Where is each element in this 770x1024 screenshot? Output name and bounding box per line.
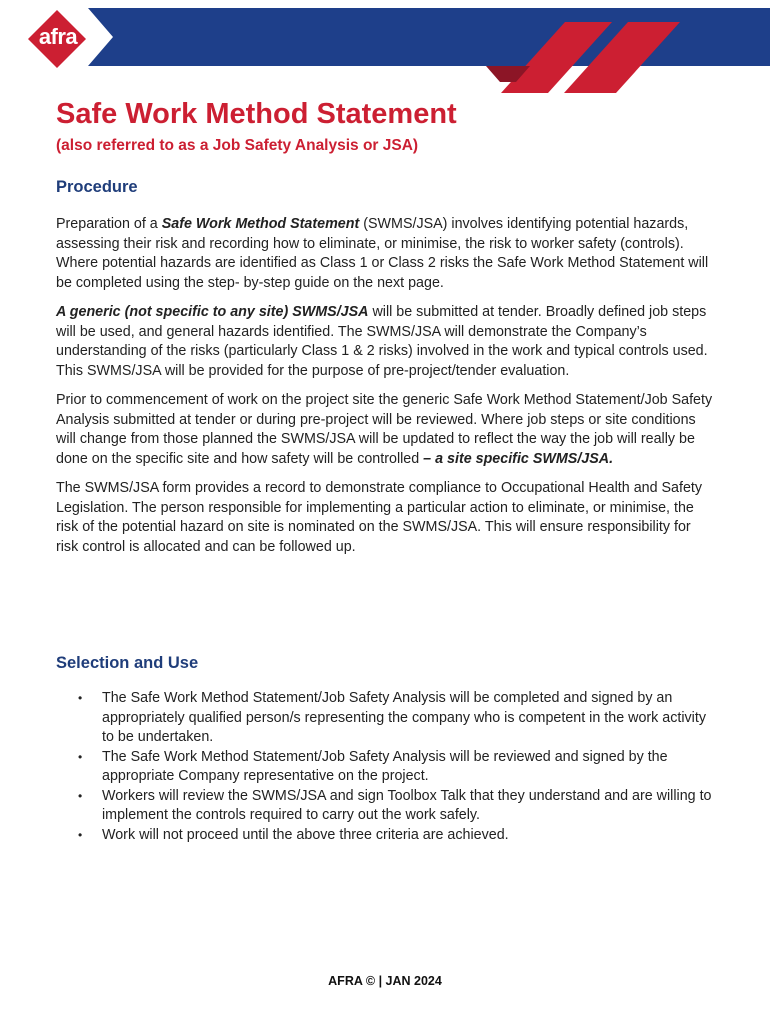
procedure-heading: Procedure — [56, 178, 138, 196]
page-header-banner — [0, 0, 770, 100]
list-item-text: Work will not proceed until the above three criteria are achieved. — [102, 826, 509, 843]
list-item — [56, 826, 716, 846]
selection-list — [56, 689, 716, 845]
list-item-text: The Safe Work Method Statement/Job Safety Analysis will be reviewed and signed by the appropriate Company representative on the project. — [102, 748, 668, 784]
document-body — [56, 96, 716, 557]
bullet-icon: • — [78, 749, 83, 764]
page-subtitle: (also referred to as a Job Safety Analysis or JSA) — [56, 137, 419, 154]
list-item — [56, 689, 716, 748]
selection-heading: Selection and Use — [56, 654, 199, 672]
p1-emphasis: Safe Work Method Statement — [161, 216, 360, 232]
bullet-icon: • — [78, 827, 83, 842]
p1-pre: Preparation of a — [56, 216, 162, 232]
procedure-paragraph-2 — [56, 303, 716, 381]
list-item — [56, 787, 716, 826]
header-navy-band — [88, 8, 770, 66]
list-item-text: Workers will review the SWMS/JSA and sign Toolbox Talk that they understand and are willing to implement the controls required to carry out the work safely. — [102, 787, 712, 823]
page-footer: AFRA © | JAN 2024 — [328, 974, 442, 988]
p2-emphasis: A generic (not specific to any site) SWMS/JSA — [56, 304, 369, 320]
logo-text: afra — [38, 24, 78, 49]
procedure-paragraph-1 — [56, 215, 716, 293]
p1-post: (SWMS/JSA) involves identifying potential hazards, assessing their risk and recording how to eliminate, or minimise, the risk to worker safety (controls). Where potential hazards are identified as Class 1 or Class 2 risks the Safe Work Method Statement will be completed using the step- by-step guide on the next page. — [56, 216, 709, 291]
bullet-icon: • — [78, 788, 83, 803]
p2-post: will be submitted at tender. Broadly defined job steps will be used, and general hazards identified. The SWMS/JSA will demonstrate the Company’s understanding of the risks (particularly Class 1 & 2 risks) involved in the work and typical controls used. This SWMS/JSA will be provided for the purpose of pre-project/tender evaluation. — [56, 304, 708, 379]
header-graphic — [0, 0, 770, 100]
p3-emphasis: – a site specific SWMS/JSA. — [423, 450, 614, 467]
p3-pre: Prior to commencement of work on the project site the generic Safe Work Method Statement/Job Safety Analysis submitted at tender or during pre-project will be reviewed. Where job steps or site conditions will change from those planned the SWMS/JSA will be updated to reflect the way the job will really be done on the specific site and how safety will be controlled — [56, 392, 713, 467]
list-item-text: The Safe Work Method Statement/Job Safety Analysis will be completed and signed by an appropriately qualified person/s representing the company who is competent in the work activity to be undertaken. — [102, 690, 706, 745]
list-item — [56, 748, 716, 787]
page-title: Safe Work Method Statement — [56, 98, 457, 130]
procedure-paragraph-4: The SWMS/JSA form provides a record to demonstrate compliance to Occupational Health and Safety Legislation. The person responsible for implementing a particular action to eliminate, or minimise, the risk of the potential hazard on site is nominated on the SWMS/JSA. This will ensure responsibility for risk control is allocated and can be followed up. — [56, 480, 703, 555]
bullet-icon: • — [78, 691, 83, 705]
procedure-paragraph-3 — [56, 391, 716, 469]
